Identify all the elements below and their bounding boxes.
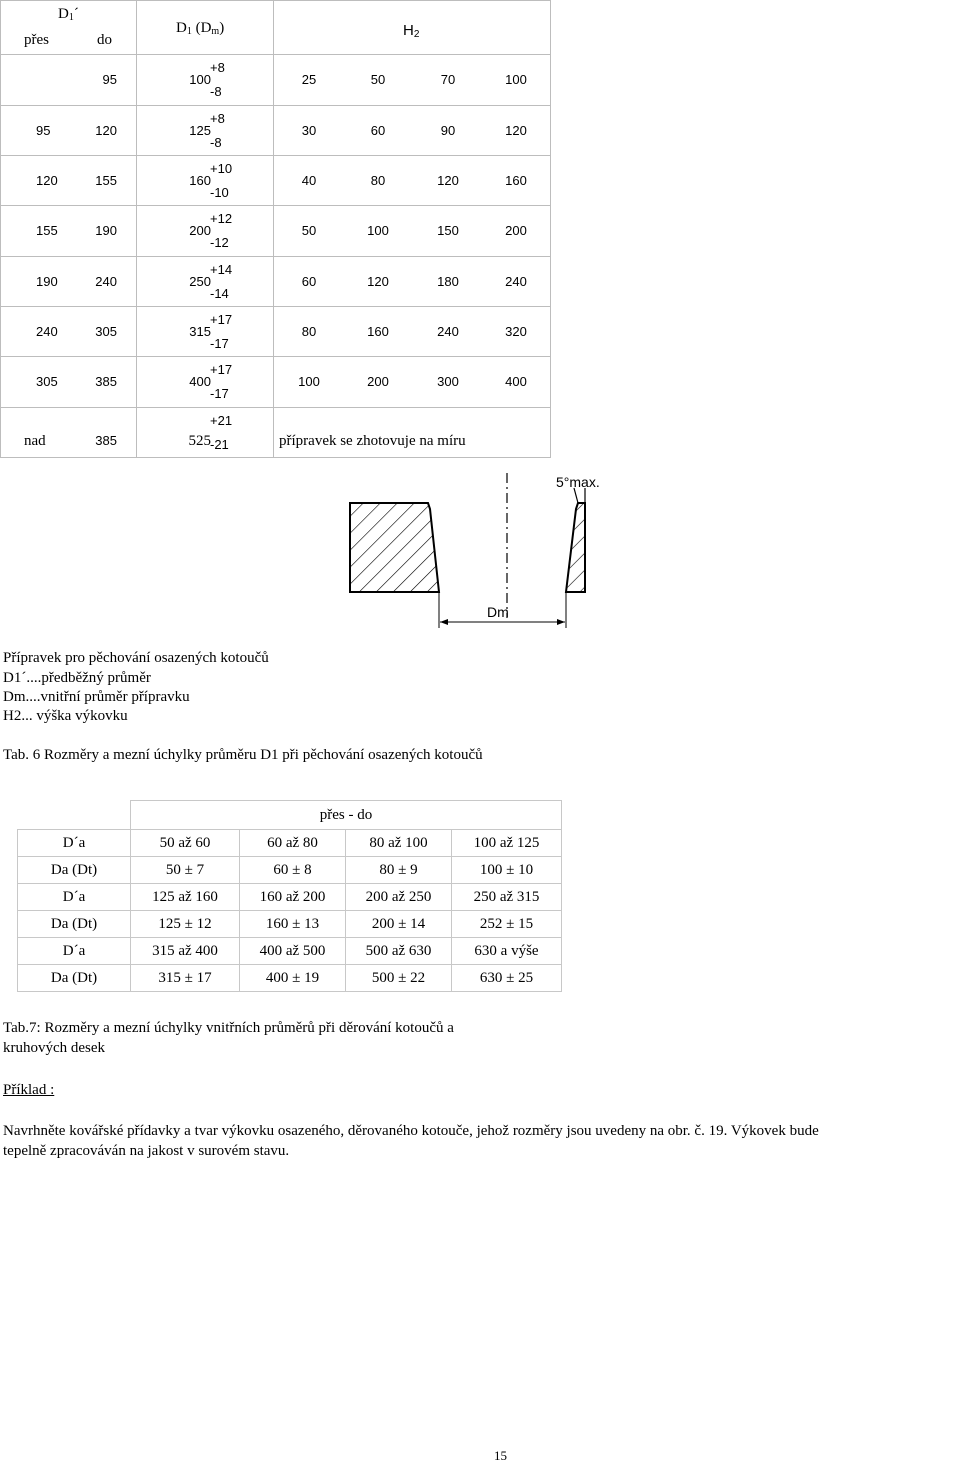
table-cell: 80 ± 9 (346, 857, 452, 884)
table-cell: 315 až 400 (131, 938, 240, 965)
table-cell: 200 až 250 (346, 884, 452, 911)
legend-d1: D1´....předběžný průměr (3, 670, 151, 686)
row-h2-value: 160 (367, 324, 389, 339)
table-cell: 630 ± 25 (452, 965, 562, 992)
row-tol-plus: +21 (210, 413, 233, 428)
row-label: D´a (18, 884, 131, 911)
table7-caption-line2: kruhových desek (3, 1040, 106, 1056)
row-do: 240 (95, 274, 117, 289)
table-cell: 200 ± 14 (346, 911, 452, 938)
row-tol-plus: +17 (210, 362, 233, 377)
row-do: 155 (95, 173, 117, 188)
table-cell: 125 ± 12 (131, 911, 240, 938)
row-label: Da (Dt) (18, 857, 131, 884)
row-nominal: 400 (189, 374, 211, 389)
row-h2-value: 90 (440, 123, 456, 138)
row-h2-value: 400 (505, 374, 527, 389)
row-nominal: 315 (189, 324, 211, 339)
row-h2-value: 200 (367, 374, 389, 389)
legend-dm: Dm....vnitřní průměr přípravku (3, 689, 190, 705)
table7-caption-line1: Tab.7: Rozměry a mezní úchylky vnitřních průměrů při děrování kotoučů a (3, 1020, 454, 1036)
table-row (18, 911, 562, 938)
table-cell: 500 ± 22 (346, 965, 452, 992)
row-pres: 95 (36, 123, 51, 138)
header-d1: $D_1´$ (58, 6, 79, 23)
row-do: 305 (95, 324, 117, 339)
page-number: 15 (494, 1448, 507, 1463)
row-tol-plus: +8 (210, 111, 225, 126)
table6-caption: Tab. 6 Rozměry a mezní úchylky průměru D1 při pěchování osazených kotoučů (3, 747, 483, 763)
table-cell: 80 až 100 (346, 830, 452, 857)
table-cell: 250 až 315 (452, 884, 562, 911)
right-hatched-block (566, 503, 585, 592)
row-h2-value: 180 (437, 274, 459, 289)
table-cell: 160 ± 13 (240, 911, 346, 938)
row-h2-value: 160 (505, 173, 527, 188)
row-pres: 240 (36, 324, 58, 339)
row-h2-value: 60 (301, 274, 317, 289)
table-row (18, 830, 562, 857)
table-cell: 60 ± 8 (240, 857, 346, 884)
row-nominal: 250 (189, 274, 211, 289)
row-nominal: 160 (189, 173, 211, 188)
table-cell: 400 ± 19 (240, 965, 346, 992)
row-tol-plus: +17 (210, 312, 233, 327)
row-tol-plus: +8 (210, 60, 225, 75)
table-cell: 400 až 500 (240, 938, 346, 965)
row-h2-value: 60 (370, 123, 386, 138)
header-d1-dm: $D_1$ $(D_m)$ (176, 20, 225, 37)
row-do: 95 (102, 72, 117, 87)
header-pres: přes (24, 32, 49, 48)
row-h2-value: 70 (440, 72, 456, 87)
table-cell: 125 až 160 (131, 884, 240, 911)
dm-label: Dm (487, 604, 509, 620)
row-pres: 190 (36, 274, 58, 289)
row-h2-value: 150 (437, 223, 459, 238)
table-cell: 100 až 125 (452, 830, 562, 857)
row-h2-value: 240 (437, 324, 459, 339)
row-do: 385 (95, 374, 117, 389)
header-do: do (97, 32, 112, 48)
row-h2-value: 80 (370, 173, 386, 188)
row-tol-plus: +10 (210, 161, 233, 176)
tolerance-table (0, 0, 551, 458)
table-row (18, 965, 562, 992)
row-h2-value: 40 (301, 173, 317, 188)
row-h2-value: 240 (505, 274, 527, 289)
row-h2-value: 300 (437, 374, 459, 389)
row-h2-value: 120 (367, 274, 389, 289)
row-h2-value: 100 (367, 223, 389, 238)
row-tol-minus: -10 (210, 185, 229, 200)
left-hatched-block (350, 503, 439, 592)
row-tol-minus: -21 (210, 437, 229, 452)
inner-diameter-table (17, 800, 562, 992)
table-cell: 50 ± 7 (131, 857, 240, 884)
table-row (18, 857, 562, 884)
table-cell: 252 ± 15 (452, 911, 562, 938)
row-label: D´a (18, 938, 131, 965)
legend-h2: H2... výška výkovku (3, 708, 128, 724)
row-label: D´a (18, 830, 131, 857)
row-h2-value: 80 (301, 324, 317, 339)
row-h2-value: 100 (298, 374, 320, 389)
row-h2-value: 30 (301, 123, 317, 138)
row-h2-value: 25 (301, 72, 317, 87)
header-h2: $H_2$ (403, 22, 420, 40)
row-tol-minus: -14 (210, 286, 229, 301)
row-label: Da (Dt) (18, 911, 131, 938)
legend-title: Přípravek pro pěchování osazených kotoučů (3, 650, 269, 666)
table2-header: přes - do (131, 801, 562, 830)
row-h2-note: přípravek se zhotovuje na míru (279, 433, 466, 449)
table-row (18, 884, 562, 911)
row-tol-minus: -17 (210, 336, 229, 351)
row-tol-plus: +12 (210, 211, 233, 226)
table-cell: 100 ± 10 (452, 857, 562, 884)
row-pres: 120 (36, 173, 58, 188)
row-h2-value: 320 (505, 324, 527, 339)
row-h2-value: 200 (505, 223, 527, 238)
row-pres: nad (24, 433, 46, 449)
row-h2-value: 120 (437, 173, 459, 188)
row-h2-value: 100 (505, 72, 527, 87)
row-tol-minus: -8 (210, 84, 222, 99)
row-nominal: 200 (189, 223, 211, 238)
row-tol-plus: +14 (210, 262, 233, 277)
angle-label: 5°max. (556, 474, 600, 490)
task-line2: tepelně zpracováván na jakost v surovém stavu. (3, 1143, 290, 1159)
row-tol-minus: -8 (210, 135, 222, 150)
table-cell: 60 až 80 (240, 830, 346, 857)
row-tol-minus: -12 (210, 235, 229, 250)
example-label: Příklad : (3, 1082, 55, 1098)
row-h2-value: 50 (301, 223, 317, 238)
row-do: 120 (95, 123, 117, 138)
table-cell: 160 až 200 (240, 884, 346, 911)
task-line1: Navrhněte kovářské přídavky a tvar výkovku osazeného, děrovaného kotouče, jehož rozměry jsou uvedeny na obr. č. 19. Výkovek bude (3, 1123, 819, 1139)
row-h2-value: 120 (505, 123, 527, 138)
row-nominal: 525 (188, 433, 211, 449)
row-tol-minus: -17 (210, 386, 229, 401)
row-h2-value: 50 (370, 72, 386, 87)
table-cell: 630 a výše (452, 938, 562, 965)
table-cell: 50 až 60 (131, 830, 240, 857)
row-pres: 155 (36, 223, 58, 238)
table-cell: 315 ± 17 (131, 965, 240, 992)
row-do: 190 (95, 223, 117, 238)
row-pres: 305 (36, 374, 58, 389)
row-nominal: 100 (189, 72, 211, 87)
table-cell: 500 až 630 (346, 938, 452, 965)
row-label: Da (Dt) (18, 965, 131, 992)
row-do: 385 (95, 433, 117, 448)
table-row (18, 938, 562, 965)
die-cross-section-figure (330, 468, 620, 632)
row-nominal: 125 (189, 123, 211, 138)
